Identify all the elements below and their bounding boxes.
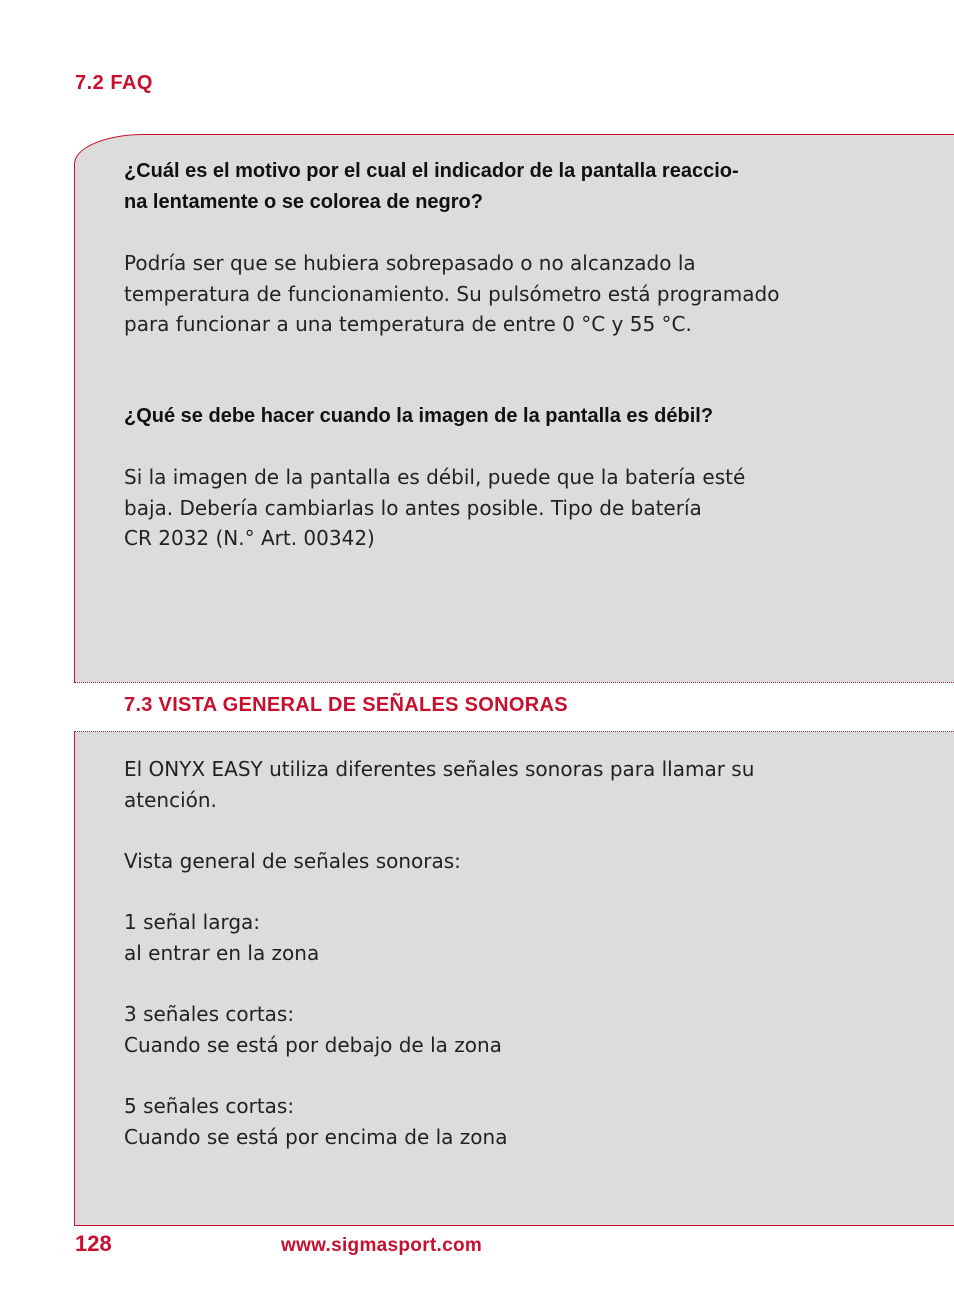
signals-intro bbox=[124, 754, 844, 815]
signal-item-2 bbox=[124, 999, 844, 1060]
signals-overview-label bbox=[124, 846, 844, 877]
signal-item-2-type: 3 señales cortas: bbox=[124, 1002, 295, 1026]
signal-item-3 bbox=[124, 1091, 844, 1152]
footer-url: www.sigmasport.com bbox=[281, 1235, 483, 1256]
faq-answer-1-line: temperatura de funcionamiento. Su pulsómetro está programado bbox=[124, 281, 780, 306]
faq-question-2 bbox=[124, 401, 844, 432]
faq-answer-1-line: para funcionar a una temperatura de entre 0 °C y 55 °C. bbox=[124, 312, 692, 336]
faq-answer-2-line: CR 2032 (N.° Art. 00342) bbox=[124, 526, 375, 550]
faq-question-1 bbox=[124, 156, 844, 217]
signal-item-1 bbox=[124, 907, 844, 968]
signal-item-2-meaning: Cuando se está por debajo de la zona bbox=[124, 1032, 502, 1057]
signals-overview-label-line: Vista general de señales sonoras: bbox=[124, 849, 461, 873]
faq-answer-1-line: Podría ser que se hubiera sobrepasado o no alcanzado la bbox=[124, 251, 696, 275]
signal-item-1-meaning: al entrar en la zona bbox=[124, 940, 320, 965]
signal-item-3-type: 5 señales cortas: bbox=[124, 1094, 295, 1118]
signals-section-title: 7.3 VISTA GENERAL DE SEÑALES SONORAS bbox=[124, 694, 568, 716]
faq-answer-2-line: Si la imagen de la pantalla es débil, puede que la batería esté bbox=[124, 465, 746, 489]
faq-answer-2 bbox=[124, 462, 844, 554]
section-title-faq: 7.2 FAQ bbox=[75, 72, 153, 94]
faq-question-2-line: ¿Qué se debe hacer cuando la imagen de la pantalla es débil? bbox=[124, 405, 714, 427]
signals-intro-line: atención. bbox=[124, 787, 217, 812]
faq-question-1-line: na lentamente o se colorea de negro? bbox=[124, 190, 483, 213]
faq-answer-1 bbox=[124, 248, 844, 340]
signals-intro-line: El ONYX EASY utiliza diferentes señales sonoras para llamar su bbox=[124, 757, 755, 781]
signal-item-3-meaning: Cuando se está por encima de la zona bbox=[124, 1124, 508, 1149]
signal-item-1-type: 1 señal larga: bbox=[124, 910, 261, 934]
faq-question-1-line: ¿Cuál es el motivo por el cual el indicador de la pantalla reaccio- bbox=[124, 160, 739, 182]
faq-answer-2-line: baja. Debería cambiarlas lo antes posible. Tipo de batería bbox=[124, 495, 702, 520]
page-number: 128 bbox=[75, 1231, 112, 1256]
